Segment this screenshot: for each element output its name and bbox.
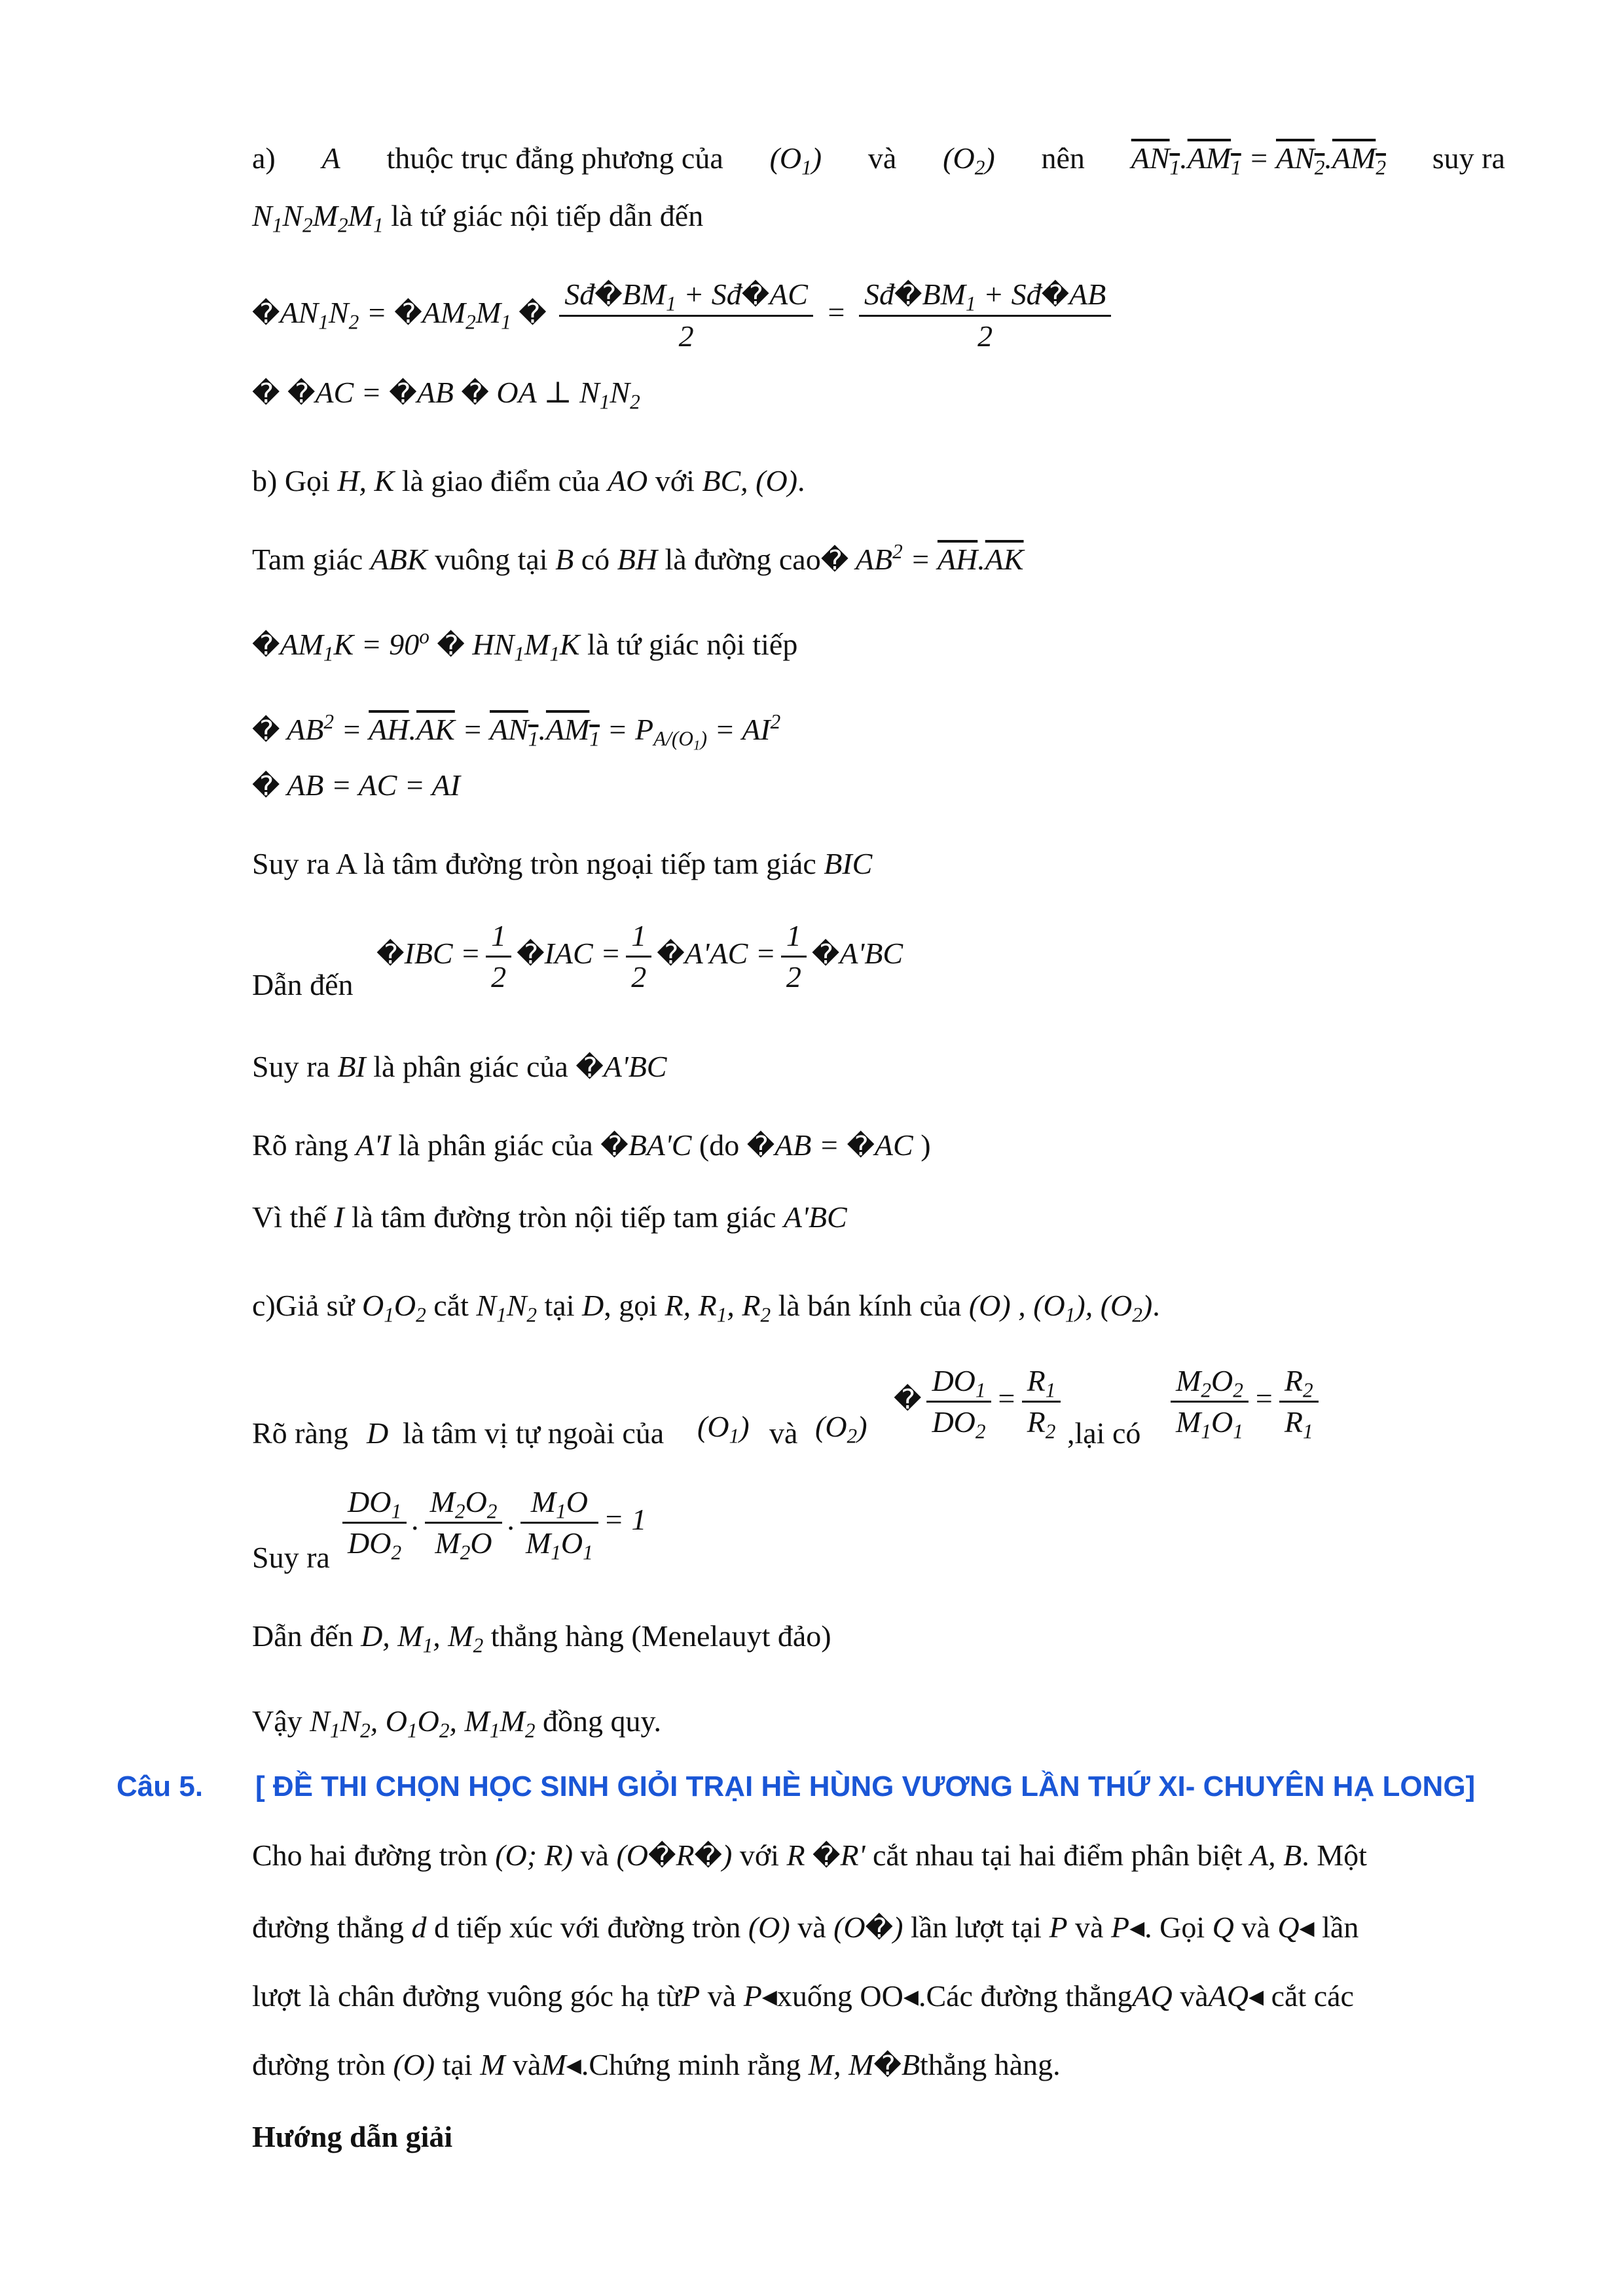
part-c-call: , gọi: [604, 1289, 658, 1322]
part-c-so: Suy ra: [252, 1541, 330, 1574]
part-b-label: b) Gọi: [252, 464, 330, 497]
math-P: P: [1049, 1910, 1068, 1944]
cau5-line3: lượt là chân đường vuông góc hạ từP và P◂xuống OO◂.Các đường thẳngAQ vàAQ◂ cắt các: [252, 1979, 1354, 2013]
part-b-bisector1: Suy ra: [252, 1050, 330, 1083]
cau5-l1b: và: [580, 1839, 609, 1872]
math-O2-b: $(O_2)$: [815, 1410, 867, 1448]
cau5-l1e: . Một: [1302, 1839, 1367, 1872]
part-b-right-at: vuông tại: [435, 543, 548, 576]
part-a-line2: [252, 196, 1505, 236]
cau5-solution-heading: Hướng dẫn giải: [252, 2120, 453, 2153]
cau5-l2c: và: [797, 1910, 826, 1944]
part-b-has: có: [581, 543, 610, 576]
cau5-l4c: và: [513, 2048, 541, 2081]
math-A-B: A, B: [1250, 1839, 1302, 1872]
part-b-line4: [252, 709, 1505, 753]
cau5-l3f: và: [1180, 1979, 1209, 2013]
math-O-prime-c: (O�): [833, 1910, 903, 1944]
part-b-do: (do: [699, 1128, 740, 1162]
part-b-tri-text: Tam giác: [252, 543, 363, 576]
math-A: A: [321, 141, 340, 175]
part-b-line10: [252, 1198, 1505, 1237]
math-ratio2: $\frac{M_2O_2}{M_1O_1}$ = $\frac{R_2}{R_1}$: [1165, 1361, 1324, 1442]
math-circles: (O) , $(O_1)$, $(O_2)$: [968, 1289, 1153, 1327]
part-b-incenter: là tâm đường tròn nội tiếp tam giác: [352, 1200, 776, 1234]
math-BI: BI: [337, 1050, 366, 1083]
part-b-line3: [252, 625, 1505, 665]
math-M: M: [480, 2048, 505, 2081]
math-AQ: AQ: [1132, 1979, 1173, 2013]
part-b-line6: [252, 844, 1505, 884]
math-B: B: [555, 543, 574, 576]
part-c-line3: [252, 1482, 1505, 1587]
cau5-l1d: cắt nhau tại hai điểm phân biệt: [872, 1839, 1243, 1872]
cau5-l1a: Cho hai đường tròn: [252, 1839, 488, 1872]
math-BIC: BIC: [824, 847, 873, 880]
part-b-bisector2: là phân giác của: [398, 1128, 593, 1162]
math-O-d: (O): [393, 2048, 435, 2081]
part-c-also: ,lại có: [1067, 1416, 1141, 1450]
math-O1O2: $O_1O_2$: [362, 1289, 426, 1327]
cau5-l2h: lần: [1322, 1910, 1359, 1944]
cau5-l3e: .Các đường thẳng: [918, 1979, 1133, 2013]
cau5-l3c: xuống: [776, 1979, 852, 2013]
cau5-l3g: cắt các: [1271, 1979, 1354, 2013]
math-R-neq-R: R �R': [786, 1839, 866, 1872]
math-BH: BH: [617, 543, 657, 576]
math-BC-O: BC, (O): [702, 464, 798, 497]
math-d: d: [411, 1910, 427, 1944]
part-b-line5: [252, 766, 1505, 806]
part-c-cut: cắt: [433, 1289, 469, 1322]
part-c-leads: Dẫn đến: [252, 1619, 354, 1653]
math-AB2: � $AB^2 = \overline{AH}.\overline{AK}$: [820, 539, 1024, 576]
part-c-label: c)Giả sử: [252, 1289, 355, 1322]
math-right-angle: $�AM_1K = 90^o$ � $HN_1M_1K$: [252, 624, 580, 666]
part-b-line9: Rõ ràng A'I là phân giác của �BA'C (do �AB = �AC ): [252, 1128, 931, 1162]
cau5-l4b: tại: [442, 2048, 473, 2081]
math-lines: $N_1N_2$, $O_1O_2$, $M_1M_2$: [310, 1704, 536, 1742]
math-A1I: A'I: [356, 1128, 391, 1162]
part-b-line8: [252, 1047, 1505, 1087]
math-O2: $(O_2)$: [943, 141, 995, 179]
math-ABK: ABK: [370, 543, 428, 576]
math-P-prime-b: P◂: [743, 1979, 777, 2013]
cau5-l2a: đường thẳng: [252, 1910, 404, 1944]
math-arc-perp: � �AC = �AB � OA ⊥ $N_1N_2$: [252, 376, 640, 414]
cau5-line1: [252, 1836, 1505, 1876]
part-b-line1: b) Gọi H, K là giao điểm của AO với BC, (O).: [252, 464, 805, 497]
math-AB-AC-AI: � AB = AC = AI: [252, 768, 460, 802]
math-angle-halves: �IBC = $\frac{1}{2}$ �IAC = $\frac{1}{2}$ �A'AC = $\frac{1}{2}$ �A'BC: [376, 916, 903, 997]
math-M-prime: M◂: [541, 2048, 581, 2081]
math-O-c: (O): [748, 1910, 790, 1944]
math-AO: AO: [607, 464, 648, 497]
cau5-l2g: và: [1241, 1910, 1270, 1944]
part-b-text1: là giao điểm của: [401, 464, 600, 497]
part-c-and: và: [769, 1416, 798, 1450]
cau5-l4a: đường tròn: [252, 2048, 386, 2081]
cau5-l3d: OO: [860, 1979, 903, 2013]
math-AQ-prime: AQ◂: [1208, 1979, 1264, 2013]
cau5-l3a: lượt là chân đường vuông góc hạ từ: [252, 1979, 682, 2013]
math-D2: D: [367, 1416, 389, 1450]
math-power-chain: � $AB^2 = \overline{AH}.\overline{AK} = AN_1.AM_1 = P_{A/(O_1)} = AI^2$: [252, 709, 781, 753]
part-b-obvious: Rõ ràng: [252, 1128, 348, 1162]
math-Q: Q: [1212, 1910, 1234, 1944]
math-DM1M2: D, $M_1$, $M_2$: [361, 1619, 484, 1657]
part-a-text1: thuộc trục đẳng phương của: [386, 141, 723, 175]
part-a-so: suy ra: [1432, 141, 1505, 175]
cau5-label: Câu 5.: [117, 1770, 204, 1803]
math-radii: R, $R_1$, $R_2$: [665, 1289, 771, 1327]
part-b-center-text: Suy ra A là tâm đường tròn ngoại tiếp tam giác: [252, 847, 816, 880]
math-HK: H, K: [337, 464, 395, 497]
math-angle-A1BC: �A'BC: [575, 1050, 667, 1083]
part-b-with: với: [655, 464, 695, 497]
part-c-line2: [252, 1361, 1505, 1466]
part-c-line5: [252, 1702, 1505, 1741]
math-angle-BA1C: �BA'C: [600, 1128, 692, 1162]
math-Q-prime: Q◂: [1277, 1910, 1315, 1944]
cau5-title: [ ĐỀ THI CHỌN HỌC SINH GIỎI TRẠI HÈ HÙNG VƯƠNG LẦN THỨ XI- CHUYÊN HẠ LONG]: [255, 1770, 1476, 1803]
math-quad: $N_1N_2M_2M_1$: [252, 199, 384, 237]
cau5-line2: [252, 1908, 1505, 1948]
part-c-line1: c)Giả sử $O_1O_2$ cắt $N_1N_2$ tại D, gọi R, $R_1$, $R_2$ là bán kính của (O) , $(O_1)$, $(O_2)$.: [252, 1289, 1160, 1327]
math-menelaus-product: $\frac{DO_1}{DO_2}$ . $\frac{M_2O_2}{M_2O}$ . $\frac{M_1O}{M_1O_1}$ = 1: [337, 1482, 646, 1563]
math-frac-arc2: $\frac{Sđ�BM_1 + Sđ�AB}{2}$: [859, 275, 1111, 356]
part-c-collinear: thẳng hàng (Menelauyt đảo): [490, 1619, 831, 1653]
part-a-since: nên: [1041, 141, 1085, 175]
math-angle-eq: $�AN_1N_2$ = $�AM_2M_1$ �: [252, 295, 547, 333]
part-c-obvious: Rõ ràng: [252, 1416, 348, 1450]
math-N1N2: $N_1N_2$: [476, 1289, 538, 1327]
part-a-and: và: [867, 141, 897, 175]
cau5-l3b: và: [707, 1979, 737, 2013]
part-b-line2: [252, 540, 1505, 580]
math-O-R: (O; R): [495, 1839, 574, 1872]
part-b-leads: Dẫn đến: [252, 968, 354, 1001]
part-b-altitude: là đường cao: [665, 543, 821, 576]
part-b-cyclic: là tứ giác nội tiếp: [587, 628, 798, 661]
math-ratio1: � $\frac{DO_1}{DO_2}$ = $\frac{R_1}{R_2}$: [894, 1361, 1066, 1442]
math-frac-arc1: $\frac{Sđ�BM_1 + Sđ�AC}{2}$: [559, 275, 813, 356]
part-b-line7: [252, 916, 1505, 1014]
cau5-l4e: thẳng hàng.: [920, 2048, 1061, 2081]
part-b-thus: Vì thế: [252, 1200, 327, 1234]
math-A1BC: A'BC: [783, 1200, 847, 1234]
part-c-radii: là bán kính của: [778, 1289, 962, 1322]
math-P-prime: P◂: [1110, 1910, 1145, 1944]
cau5-l1c: với: [739, 1839, 779, 1872]
math-I: I: [334, 1200, 344, 1234]
part-c-hence: Vậy: [252, 1704, 302, 1738]
part-a-eq1: $�AN_1N_2$ = $�AM_2M_1$ � $\frac{Sđ�BM_1 + Sđ�AC}{2}$ = $\frac{Sđ�BM_1 + Sđ�AB}{2}$: [252, 275, 1505, 356]
cau5-line4: [252, 2045, 1505, 2085]
math-power-equality: $AN_1.AM_1 = AN_2.AM_2$: [1131, 141, 1386, 179]
cau5-l2e: và: [1075, 1910, 1104, 1944]
math-P-b: P: [682, 1979, 701, 2013]
math-O1-b: $(O_1)$: [697, 1410, 750, 1448]
part-c-homothety: là tâm vị tự ngoài của: [403, 1416, 665, 1450]
math-M-M-B: M, M�B: [808, 2048, 920, 2081]
math-O-prime-R-prime: (O�R�): [616, 1839, 733, 1872]
math-D: D: [582, 1289, 604, 1322]
part-c-at: tại: [544, 1289, 575, 1322]
cau5-l2f: . Gọi: [1144, 1910, 1205, 1944]
cau5-l2b: d tiếp xúc với đường tròn: [433, 1910, 741, 1944]
part-c-line4: [252, 1617, 1505, 1656]
cau5-l4d: .Chứng minh rằng: [581, 2048, 801, 2081]
part-a-eq2: [252, 373, 1505, 413]
math-O1: $(O_1)$: [769, 141, 822, 179]
part-a-label: a): [252, 141, 276, 175]
part-b-bisector1b: là phân giác của: [373, 1050, 568, 1083]
part-a-line1: [252, 139, 1505, 178]
part-a-text2: là tứ giác nội tiếp dẫn đến: [391, 199, 704, 232]
cau5-l2d: lần lượt tại: [910, 1910, 1042, 1944]
part-c-concurrent: đồng quy.: [542, 1704, 661, 1738]
math-arc-eq: �AB = �AC: [746, 1128, 913, 1162]
